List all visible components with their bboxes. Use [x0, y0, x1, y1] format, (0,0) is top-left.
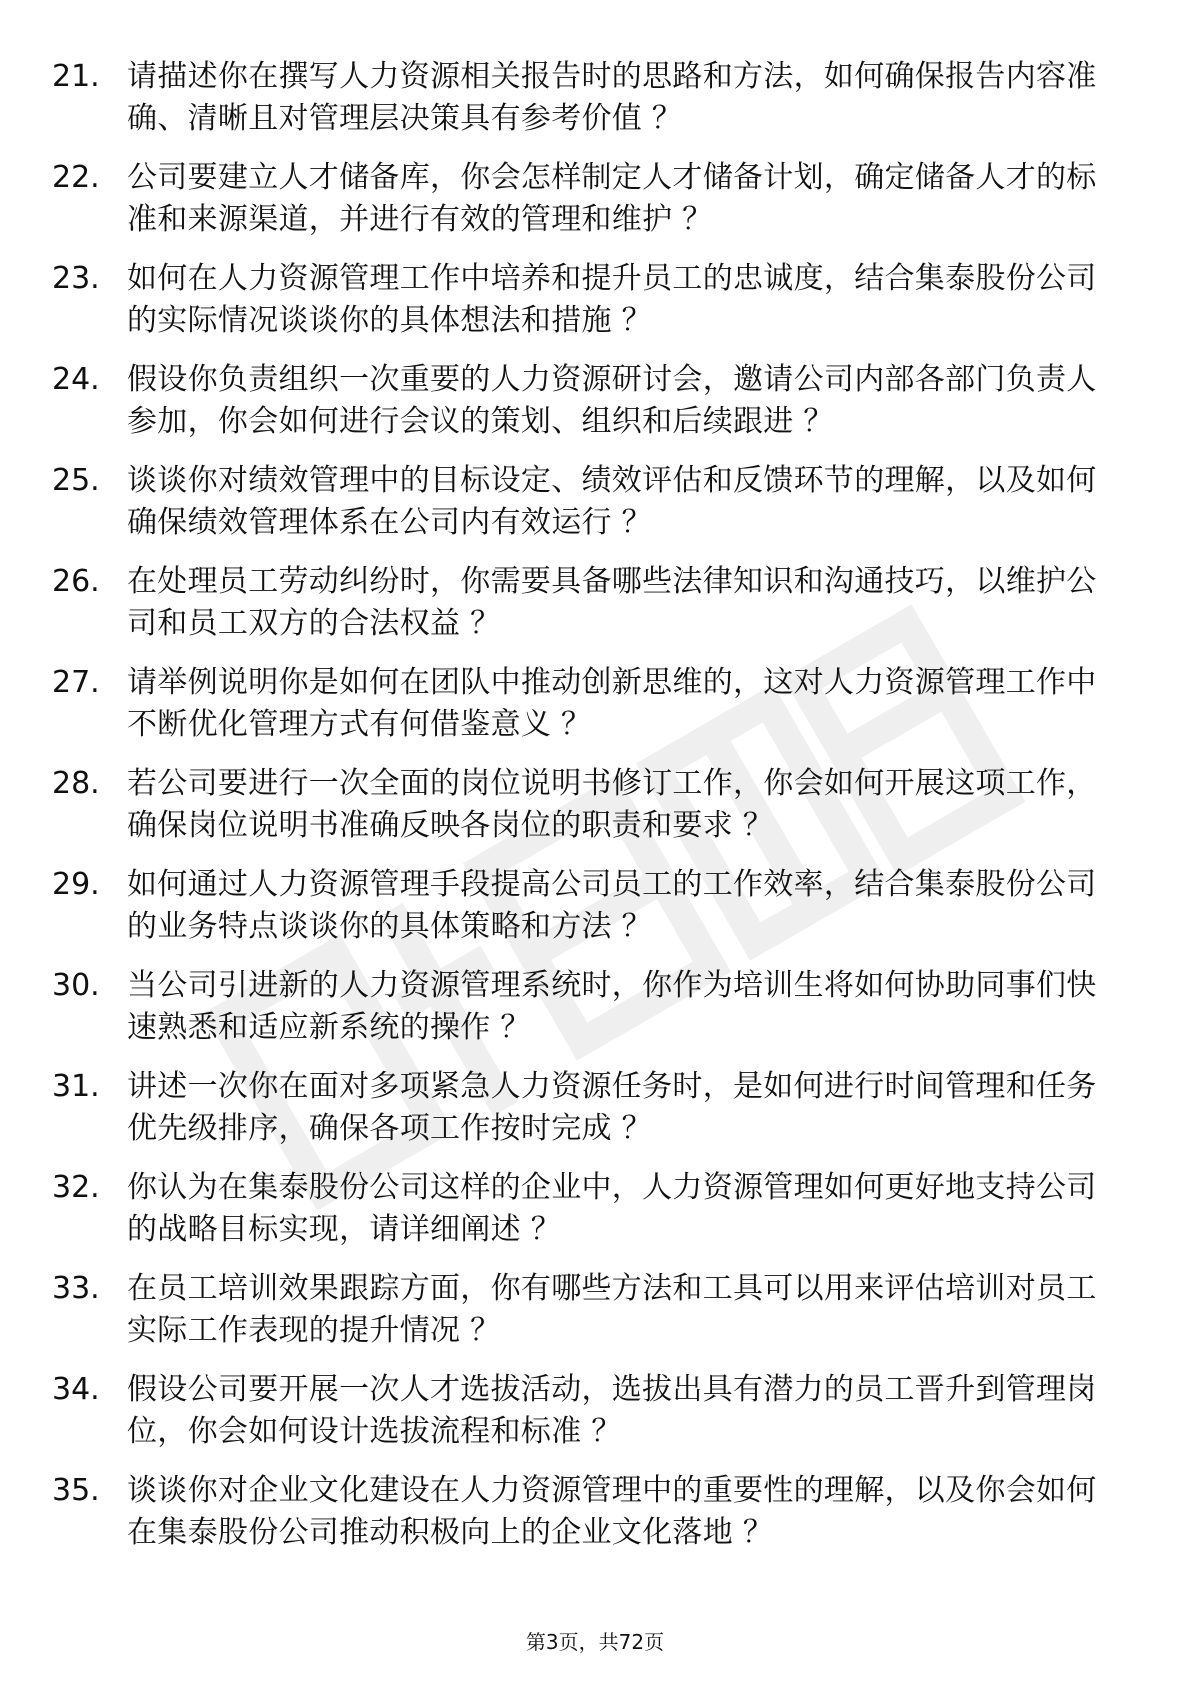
- question-text: 假设公司要开展一次人才选拔活动，选拔出具有潜力的员工晋升到管理岗位，你会如何设计选拔流程和标准 ？: [127, 1372, 1097, 1449]
- question-number: 24.: [52, 362, 100, 397]
- question-text: 假设你负责组织一次重要的人力资源研讨会，邀请公司内部各部门负责人参加，你会如何进行会议的策划、组织和后续跟进 ？: [127, 362, 1097, 439]
- question-item: [0, 1062, 1190, 1163]
- question-text: 公司要建立人才储备库，你会怎样制定人才储备计划，确定储备人才的标准和来源渠道，并进行有效的管理和维护 ？: [127, 160, 1097, 237]
- question-list: [0, 52, 1190, 1567]
- question-number: 31.: [52, 1069, 100, 1104]
- question-number: 27.: [52, 665, 100, 700]
- question-item: [0, 355, 1190, 456]
- question-text: 请描述你在撰写人力资源相关报告时的思路和方法，如何确保报告内容准确、清晰且对管理层决策具有参考价值 ？: [127, 59, 1097, 136]
- page-number: 第3页，共72页: [525, 1630, 665, 1654]
- question-text: 讲述一次你在面对多项紧急人力资源任务时，是如何进行时间管理和任务优先级排序，确保各项工作按时完成 ？: [127, 1069, 1097, 1146]
- question-text: 请举例说明你是如何在团队中推动创新思维的，这对人力资源管理工作中不断优化管理方式有何借鉴意义 ？: [127, 665, 1097, 742]
- question-text: 如何在人力资源管理工作中培养和提升员工的忠诚度，结合集泰股份公司的实际情况谈谈你的具体想法和措施 ？: [127, 261, 1097, 338]
- question-text: 谈谈你对企业文化建设在人力资源管理中的重要性的理解，以及你会如何在集泰股份公司推动积极向上的企业文化落地 ？: [127, 1473, 1097, 1550]
- question-item: [0, 153, 1190, 254]
- question-item: [0, 658, 1190, 759]
- question-number: 23.: [52, 261, 100, 296]
- question-number: 30.: [52, 968, 100, 1003]
- question-text: 在员工培训效果跟踪方面，你有哪些方法和工具可以用来评估培训对员工实际工作表现的提升情况 ？: [127, 1271, 1097, 1348]
- question-item: [0, 961, 1190, 1062]
- question-text: 如何通过人力资源管理手段提高公司员工的工作效率，结合集泰股份公司的业务特点谈谈你的具体策略和方法 ？: [127, 867, 1097, 944]
- question-item: [0, 759, 1190, 860]
- question-number: 33.: [52, 1271, 100, 1306]
- question-number: 25.: [52, 463, 100, 498]
- question-number: 34.: [52, 1372, 100, 1407]
- question-item: [0, 860, 1190, 961]
- question-number: 26.: [52, 564, 100, 599]
- question-number: 21.: [52, 59, 100, 94]
- question-item: [0, 1365, 1190, 1466]
- question-text: 当公司引进新的人力资源管理系统时，你作为培训生将如何协助同事们快速熟悉和适应新系统的操作 ？: [127, 968, 1097, 1045]
- question-item: [0, 456, 1190, 557]
- question-number: 22.: [52, 160, 100, 195]
- question-text: 你认为在集泰股份公司这样的企业中，人力资源管理如何更好地支持公司的战略目标实现，请详细阐述 ？: [127, 1170, 1097, 1247]
- question-number: 28.: [52, 766, 100, 801]
- question-item: [0, 1163, 1190, 1264]
- question-number: 35.: [52, 1473, 100, 1508]
- question-text: 谈谈你对绩效管理中的目标设定、绩效评估和反馈环节的理解，以及如何确保绩效管理体系在公司内有效运行 ？: [127, 463, 1097, 540]
- question-item: [0, 254, 1190, 355]
- question-number: 29.: [52, 867, 100, 902]
- question-item: [0, 1466, 1190, 1567]
- question-item: [0, 52, 1190, 153]
- question-number: 32.: [52, 1170, 100, 1205]
- question-item: [0, 557, 1190, 658]
- question-text: 若公司要进行一次全面的岗位说明书修订工作，你会如何开展这项工作，确保岗位说明书准确反映各岗位的职责和要求 ？: [127, 766, 1097, 843]
- question-text: 在处理员工劳动纠纷时，你需要具备哪些法律知识和沟通技巧，以维护公司和员工双方的合法权益 ？: [127, 564, 1097, 641]
- question-item: [0, 1264, 1190, 1365]
